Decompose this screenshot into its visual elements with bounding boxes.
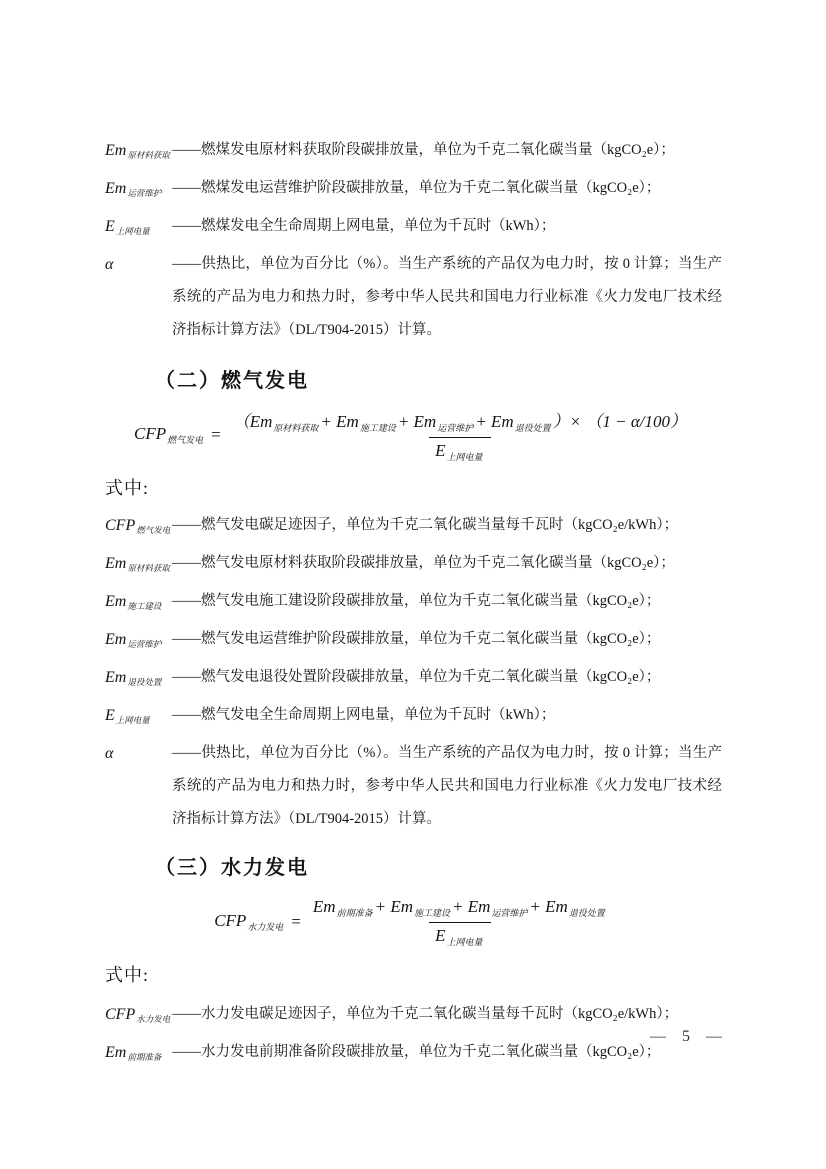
- definition-row: [105, 1036, 722, 1074]
- term-description: ——水力发电前期准备阶段碳排放量，单位为千克二氧化碳当量（kgCO₂e）；: [172, 1044, 661, 1060]
- term-symbol: [105, 699, 172, 737]
- term-base: Em: [105, 142, 127, 159]
- fraction: [307, 897, 613, 948]
- term-base: Em: [105, 1044, 127, 1061]
- term-symbol: [105, 172, 172, 210]
- term-base: CFP: [105, 517, 136, 534]
- numerator-segment: + Em: [320, 412, 359, 431]
- fraction-denominator: [429, 922, 490, 948]
- numerator-segment: （Em: [232, 412, 273, 431]
- definition-row: [105, 248, 722, 347]
- denominator-subscript: 上网电量: [446, 936, 483, 947]
- equals-sign: =: [291, 912, 301, 931]
- term-description: ——燃气发电施工建设阶段碳排放量，单位为千克二氧化碳当量（kgCO₂e）；: [172, 593, 661, 609]
- numerator-subscript: 原材料获取: [273, 423, 319, 433]
- hydro-power-formula: [105, 892, 722, 952]
- page-number-dash-left: —: [650, 1028, 666, 1045]
- term-subscript: 施工建设: [127, 601, 162, 611]
- term-description: ——燃气发电原材料获取阶段碳排放量，单位为千克二氧化碳当量（kgCO₂e）；: [172, 555, 675, 571]
- formula-lhs: [134, 424, 205, 446]
- term-base: Em: [105, 669, 127, 686]
- definition-row: [105, 998, 722, 1036]
- numerator-subscript: 前期准备: [336, 907, 373, 918]
- definition-row: [105, 210, 722, 248]
- term-subscript: 运营维护: [127, 188, 162, 198]
- term-subscript: 上网电量: [115, 226, 150, 236]
- term-base: Em: [105, 631, 127, 648]
- coal-definitions: [105, 134, 722, 347]
- term-symbol: [105, 1036, 172, 1074]
- hydro-definitions: [105, 998, 722, 1074]
- definition-row: [105, 737, 722, 836]
- page-number-value: 5: [682, 1028, 690, 1045]
- gas-definitions: [105, 509, 722, 836]
- term-base: E: [105, 707, 115, 724]
- term-base: Em: [105, 555, 127, 572]
- term-symbol: [105, 248, 172, 286]
- term-symbol: [105, 737, 172, 775]
- term-subscript: 运营维护: [127, 639, 162, 649]
- numerator-subscript: 退役处置: [568, 907, 605, 918]
- definition-row: [105, 134, 722, 172]
- numerator-segment: ）× （1 − α/100）: [552, 412, 687, 431]
- term-description: ——燃煤发电全生命周期上网电量，单位为千瓦时（kWh）；: [172, 218, 556, 234]
- fraction-numerator: [307, 897, 613, 922]
- formula-lhs-subscript: 燃气发电: [167, 435, 204, 445]
- fraction: [227, 407, 693, 463]
- term-subscript: 前期准备: [127, 1052, 162, 1062]
- term-symbol: [105, 661, 172, 699]
- page-number: [650, 1028, 722, 1046]
- numerator-segment: + Em: [452, 896, 491, 916]
- term-description: ——水力发电碳足迹因子，单位为千克二氧化碳当量每千瓦时（kgCO₂e/kWh）；: [172, 1006, 679, 1022]
- where-label: 式中:: [105, 478, 150, 498]
- fraction-numerator: [227, 407, 693, 437]
- numerator-subscript: 施工建设: [413, 907, 450, 918]
- definition-row: [105, 172, 722, 210]
- term-description: ——燃煤发电运营维护阶段碳排放量，单位为千克二氧化碳当量（kgCO₂e）；: [172, 180, 661, 196]
- formula-lhs-base: CFP: [134, 424, 167, 443]
- section-heading-gas-power: （二）燃气发电: [155, 370, 309, 392]
- numerator-subscript: 运营维护: [491, 907, 528, 918]
- numerator-segment: + Em: [475, 412, 514, 431]
- numerator-segment: + Em: [397, 412, 437, 431]
- definition-row: [105, 699, 722, 737]
- denominator-subscript: 上网电量: [446, 452, 483, 462]
- term-subscript: 上网电量: [115, 715, 150, 725]
- term-base: CFP: [105, 1006, 136, 1023]
- term-subscript: 水力发电: [136, 1014, 171, 1024]
- definition-row: [105, 661, 722, 699]
- numerator-subscript: 施工建设: [359, 423, 396, 433]
- denominator-base: E: [435, 925, 446, 945]
- term-symbol: [105, 509, 172, 547]
- term-description: ——燃煤发电原材料获取阶段碳排放量，单位为千克二氧化碳当量（kgCO₂e）；: [172, 142, 675, 158]
- term-symbol: [105, 547, 172, 585]
- fraction-denominator: [429, 437, 490, 463]
- term-symbol: [105, 623, 172, 661]
- term-subscript: 燃气发电: [136, 525, 171, 535]
- numerator-segment: + Em: [374, 896, 413, 916]
- term-description: ——燃气发电退役处置阶段碳排放量，单位为千克二氧化碳当量（kgCO₂e）；: [172, 669, 661, 685]
- where-label: 式中:: [105, 965, 150, 985]
- equals-sign: =: [211, 425, 221, 444]
- term-description: ——燃气发电运营维护阶段碳排放量，单位为千克二氧化碳当量（kgCO₂e）；: [172, 631, 661, 647]
- denominator-base: E: [435, 441, 446, 460]
- numerator-segment: + Em: [529, 896, 568, 916]
- term-subscript: 退役处置: [127, 677, 162, 687]
- section-heading-hydro-power: （三）水力发电: [155, 857, 309, 879]
- term-base: Em: [105, 593, 127, 610]
- term-base: α: [105, 745, 114, 762]
- formula-lhs-base: CFP: [214, 911, 247, 930]
- definition-row: [105, 623, 722, 661]
- definition-row: [105, 509, 722, 547]
- term-description: ——燃气发电全生命周期上网电量，单位为千瓦时（kWh）；: [172, 707, 556, 723]
- term-symbol: [105, 134, 172, 172]
- term-symbol: [105, 585, 172, 623]
- term-subscript: 原材料获取: [127, 563, 170, 573]
- term-symbol: [105, 210, 172, 248]
- formula-lhs: [214, 911, 285, 933]
- definition-row: [105, 547, 722, 585]
- page-number-dash-right: —: [706, 1028, 722, 1045]
- term-base: α: [105, 256, 114, 273]
- term-subscript: 原材料获取: [127, 150, 170, 160]
- term-description: ——供热比，单位为百分比（%）。当生产系统的产品仅为电力时，按 0 计算；当生产系统的产品为电力和热力时，参考中华人民共和国电力行业标准《火力发电厂技术经济指标计算方法》（DL/T904-2015）计算。: [172, 256, 722, 338]
- formula-lhs-subscript: 水力发电: [247, 922, 284, 932]
- numerator-subscript: 退役处置: [514, 423, 551, 433]
- definition-row: [105, 585, 722, 623]
- term-description: ——供热比，单位为百分比（%）。当生产系统的产品仅为电力时，按 0 计算；当生产系统的产品为电力和热力时，参考中华人民共和国电力行业标准《火力发电厂技术经济指标计算方法》（DL/T904-2015）计算。: [172, 745, 722, 827]
- term-base: Em: [105, 180, 127, 197]
- term-base: E: [105, 218, 115, 235]
- numerator-subscript: 运营维护: [437, 423, 474, 433]
- numerator-segment: Em: [312, 896, 336, 916]
- gas-power-formula: [105, 405, 722, 465]
- term-description: ——燃气发电碳足迹因子，单位为千克二氧化碳当量每千瓦时（kgCO₂e/kWh）；: [172, 517, 679, 533]
- term-symbol: [105, 998, 172, 1036]
